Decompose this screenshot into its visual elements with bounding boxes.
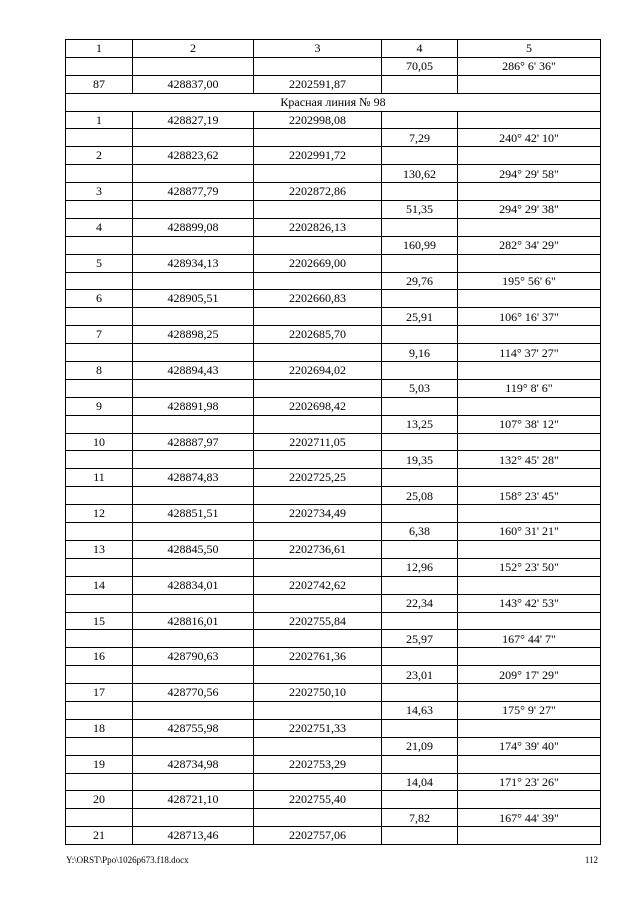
table-row — [66, 183, 601, 201]
table-cell-col2 — [133, 379, 254, 397]
table-cell-col1: 17 — [66, 684, 133, 702]
table-cell-col3 — [254, 308, 382, 326]
header-cell-2: 2 — [133, 40, 254, 58]
table-row — [66, 254, 601, 272]
table-cell-col3: 2202742,62 — [254, 576, 382, 594]
table-cell-col3: 2202755,84 — [254, 612, 382, 630]
table-cell-col2: 428770,56 — [133, 684, 254, 702]
table-cell-col4: 12,96 — [382, 558, 458, 576]
table-cell-col1 — [66, 773, 133, 791]
table-cell-col5: 152° 23' 50" — [458, 558, 601, 576]
table-row — [66, 433, 601, 451]
header-cell-1: 1 — [66, 40, 133, 58]
table-cell-col1 — [66, 57, 133, 75]
table-row — [66, 218, 601, 236]
table-cell-col4: 130,62 — [382, 165, 458, 183]
table-row — [66, 719, 601, 737]
table-cell-col3: 2202761,36 — [254, 648, 382, 666]
table-row — [66, 308, 601, 326]
table-cell-col5 — [458, 290, 601, 308]
table-cell-col5 — [458, 183, 601, 201]
table-cell-col3: 2202998,08 — [254, 111, 382, 129]
table-cell-col5: 167° 44' 7" — [458, 630, 601, 648]
table-cell-col3 — [254, 558, 382, 576]
table-body — [66, 40, 601, 845]
table-row — [66, 326, 601, 344]
table-cell-col1: 5 — [66, 254, 133, 272]
table-header-row — [66, 40, 601, 58]
table-row — [66, 576, 601, 594]
table-cell-col3 — [254, 666, 382, 684]
table-cell-col4 — [382, 254, 458, 272]
table-cell-col4 — [382, 505, 458, 523]
table-cell-col5 — [458, 755, 601, 773]
table-cell-col2: 428834,01 — [133, 576, 254, 594]
table-cell-col1: 12 — [66, 505, 133, 523]
table-cell-col4 — [382, 755, 458, 773]
table-row — [66, 362, 601, 380]
table-cell-col2: 428827,19 — [133, 111, 254, 129]
table-row — [66, 57, 601, 75]
table-cell-col3 — [254, 737, 382, 755]
header-cell-5: 5 — [458, 40, 601, 58]
table-cell-col5 — [458, 111, 601, 129]
table-cell-col1 — [66, 201, 133, 219]
table-cell-col2: 428898,25 — [133, 326, 254, 344]
table-cell-col3 — [254, 523, 382, 541]
table-row — [66, 344, 601, 362]
table-cell-col3: 2202826,13 — [254, 218, 382, 236]
table-cell-col4: 14,04 — [382, 773, 458, 791]
table-cell-col5: 286° 6' 36" — [458, 57, 601, 75]
table-cell-col1 — [66, 737, 133, 755]
table-cell-col3: 2202872,86 — [254, 183, 382, 201]
table-cell-col3: 2202751,33 — [254, 719, 382, 737]
table-cell-col5: 209° 17' 29" — [458, 666, 601, 684]
table-cell-col1 — [66, 558, 133, 576]
table-cell-col5: 107° 38' 12" — [458, 415, 601, 433]
table-cell-col1 — [66, 451, 133, 469]
table-cell-col3: 2202755,40 — [254, 791, 382, 809]
table-cell-col4: 25,97 — [382, 630, 458, 648]
table-row — [66, 701, 601, 719]
table-cell-col4 — [382, 719, 458, 737]
table-row — [66, 165, 601, 183]
table-cell-col3: 2202669,00 — [254, 254, 382, 272]
table-cell-col2 — [133, 630, 254, 648]
table-cell-col4: 13,25 — [382, 415, 458, 433]
table-cell-col4 — [382, 612, 458, 630]
table-cell-col5: 294° 29' 58" — [458, 165, 601, 183]
table-cell-col5 — [458, 254, 601, 272]
table-cell-col4 — [382, 648, 458, 666]
table-cell-col3 — [254, 379, 382, 397]
table-row — [66, 111, 601, 129]
table-cell-col2 — [133, 558, 254, 576]
table-cell-col1 — [66, 308, 133, 326]
table-cell-col1: 20 — [66, 791, 133, 809]
table-cell-col2: 428823,62 — [133, 147, 254, 165]
table-cell-col1 — [66, 594, 133, 612]
table-cell-col4 — [382, 111, 458, 129]
table-row — [66, 594, 601, 612]
table-cell-col2 — [133, 666, 254, 684]
table-cell-col2: 428713,46 — [133, 827, 254, 845]
table-row — [66, 684, 601, 702]
table-cell-col3: 2202750,10 — [254, 684, 382, 702]
table-row — [66, 236, 601, 254]
table-cell-col2 — [133, 129, 254, 147]
table-cell-col2 — [133, 773, 254, 791]
table-cell-col4 — [382, 147, 458, 165]
table-cell-col4 — [382, 576, 458, 594]
table-cell-col2 — [133, 57, 254, 75]
table-row — [66, 791, 601, 809]
table-cell-col1: 21 — [66, 827, 133, 845]
table-cell-col3 — [254, 272, 382, 290]
table-row — [66, 809, 601, 827]
table-cell-col5 — [458, 648, 601, 666]
section-title: Красная линия № 98 — [66, 93, 601, 111]
table-cell-col2: 428899,08 — [133, 218, 254, 236]
table-cell-col1: 6 — [66, 290, 133, 308]
table-cell-col3 — [254, 701, 382, 719]
table-cell-col5 — [458, 397, 601, 415]
table-row — [66, 397, 601, 415]
table-cell-col2 — [133, 201, 254, 219]
table-cell-col3 — [254, 809, 382, 827]
table-cell-col4: 7,29 — [382, 129, 458, 147]
table-cell-col1: 2 — [66, 147, 133, 165]
table-cell-col5: 114° 37' 27" — [458, 344, 601, 362]
table-cell-col4 — [382, 75, 458, 93]
coordinates-table — [65, 39, 601, 845]
table-cell-col2: 428816,01 — [133, 612, 254, 630]
table-cell-col3 — [254, 451, 382, 469]
header-cell-4: 4 — [382, 40, 458, 58]
table-row — [66, 201, 601, 219]
table-row — [66, 755, 601, 773]
table-cell-col5 — [458, 469, 601, 487]
table-cell-col5 — [458, 218, 601, 236]
table-row — [66, 540, 601, 558]
table-cell-col5: 106° 16' 37" — [458, 308, 601, 326]
table-cell-col4: 160,99 — [382, 236, 458, 254]
footer-file-path: Y:\ORST\Ppo\1026p673.f18.docx — [66, 855, 189, 865]
table-cell-col1: 9 — [66, 397, 133, 415]
table-cell-col4: 25,08 — [382, 487, 458, 505]
table-cell-col4 — [382, 540, 458, 558]
table-cell-col2 — [133, 737, 254, 755]
table-cell-col5: 119° 8' 6" — [458, 379, 601, 397]
table-cell-col2: 428734,98 — [133, 755, 254, 773]
table-cell-col3: 2202991,72 — [254, 147, 382, 165]
table-cell-col2: 428877,79 — [133, 183, 254, 201]
table-row — [66, 469, 601, 487]
table-cell-col3 — [254, 415, 382, 433]
table-cell-col4: 25,91 — [382, 308, 458, 326]
table-cell-col4 — [382, 469, 458, 487]
table-cell-col5: 132° 45' 28" — [458, 451, 601, 469]
table-cell-col3: 2202736,61 — [254, 540, 382, 558]
table-cell-col2 — [133, 272, 254, 290]
table-cell-col1: 11 — [66, 469, 133, 487]
table-cell-col1: 4 — [66, 218, 133, 236]
table-cell-col3: 2202660,83 — [254, 290, 382, 308]
table-row — [66, 415, 601, 433]
table-cell-col5: 240° 42' 10" — [458, 129, 601, 147]
table-cell-col1: 15 — [66, 612, 133, 630]
table-cell-col1: 87 — [66, 75, 133, 93]
table-cell-col1 — [66, 487, 133, 505]
table-row — [66, 451, 601, 469]
table-cell-col2: 428887,97 — [133, 433, 254, 451]
table-cell-col1: 3 — [66, 183, 133, 201]
table-cell-col5 — [458, 719, 601, 737]
table-cell-col5: 167° 44' 39" — [458, 809, 601, 827]
table-cell-col2 — [133, 701, 254, 719]
table-cell-col5 — [458, 791, 601, 809]
table-row — [66, 666, 601, 684]
table-cell-col4: 70,05 — [382, 57, 458, 75]
table-cell-col5: 195° 56' 6" — [458, 272, 601, 290]
table-cell-col2: 428845,50 — [133, 540, 254, 558]
table-cell-col3: 2202694,02 — [254, 362, 382, 380]
table-cell-col1: 8 — [66, 362, 133, 380]
table-row — [66, 773, 601, 791]
table-cell-col1: 13 — [66, 540, 133, 558]
table-cell-col4: 19,35 — [382, 451, 458, 469]
table-cell-col4 — [382, 791, 458, 809]
table-cell-col1: 16 — [66, 648, 133, 666]
table-cell-col5: 143° 42' 53" — [458, 594, 601, 612]
table-cell-col3: 2202685,70 — [254, 326, 382, 344]
table-row — [66, 75, 601, 93]
table-cell-col5 — [458, 612, 601, 630]
table-cell-col3 — [254, 165, 382, 183]
table-cell-col4: 5,03 — [382, 379, 458, 397]
table-row — [66, 558, 601, 576]
table-cell-col2 — [133, 165, 254, 183]
table-row — [66, 290, 601, 308]
table-cell-col2: 428790,63 — [133, 648, 254, 666]
table-cell-col3: 2202725,25 — [254, 469, 382, 487]
table-cell-col4 — [382, 290, 458, 308]
table-row — [66, 487, 601, 505]
table-cell-col5: 171° 23' 26" — [458, 773, 601, 791]
table-cell-col2 — [133, 344, 254, 362]
table-cell-col2: 428934,13 — [133, 254, 254, 272]
table-cell-col5 — [458, 433, 601, 451]
table-cell-col4: 22,34 — [382, 594, 458, 612]
table-cell-col5 — [458, 540, 601, 558]
table-row — [66, 737, 601, 755]
table-cell-col2: 428891,98 — [133, 397, 254, 415]
table-cell-col1 — [66, 129, 133, 147]
table-cell-col2: 428721,10 — [133, 791, 254, 809]
table-row — [66, 379, 601, 397]
table-cell-col3: 2202698,42 — [254, 397, 382, 415]
table-cell-col2 — [133, 594, 254, 612]
table-cell-col1 — [66, 666, 133, 684]
table-cell-col1: 10 — [66, 433, 133, 451]
table-cell-col1 — [66, 523, 133, 541]
table-cell-col3 — [254, 630, 382, 648]
table-cell-col1 — [66, 344, 133, 362]
table-cell-col1: 18 — [66, 719, 133, 737]
table-cell-col4 — [382, 362, 458, 380]
table-cell-col2: 428894,43 — [133, 362, 254, 380]
table-cell-col5 — [458, 827, 601, 845]
table-cell-col4 — [382, 827, 458, 845]
table-cell-col1: 19 — [66, 755, 133, 773]
table-cell-col5 — [458, 505, 601, 523]
table-cell-col5: 175° 9' 27" — [458, 701, 601, 719]
table-cell-col3: 2202711,05 — [254, 433, 382, 451]
table-row — [66, 827, 601, 845]
table-cell-col3 — [254, 129, 382, 147]
table-cell-col5 — [458, 147, 601, 165]
table-cell-col1 — [66, 379, 133, 397]
table-cell-col3 — [254, 594, 382, 612]
table-cell-col2: 428874,83 — [133, 469, 254, 487]
table-cell-col2: 428837,00 — [133, 75, 254, 93]
table-cell-col3: 2202753,29 — [254, 755, 382, 773]
table-cell-col2 — [133, 236, 254, 254]
table-cell-col4 — [382, 183, 458, 201]
table-cell-col5 — [458, 326, 601, 344]
table-cell-col3: 2202591,87 — [254, 75, 382, 93]
table-cell-col2: 428851,51 — [133, 505, 254, 523]
table-cell-col4: 6,38 — [382, 523, 458, 541]
table-row — [66, 272, 601, 290]
table-row — [66, 505, 601, 523]
table-row — [66, 129, 601, 147]
table-cell-col4: 9,16 — [382, 344, 458, 362]
table-cell-col2 — [133, 308, 254, 326]
table-cell-col5: 158° 23' 45" — [458, 487, 601, 505]
table-cell-col5 — [458, 684, 601, 702]
table-cell-col2: 428755,98 — [133, 719, 254, 737]
table-cell-col2 — [133, 523, 254, 541]
table-cell-col2 — [133, 415, 254, 433]
table-cell-col4 — [382, 326, 458, 344]
table-cell-col1 — [66, 236, 133, 254]
table-row — [66, 630, 601, 648]
table-cell-col3 — [254, 57, 382, 75]
table-cell-col2: 428905,51 — [133, 290, 254, 308]
table-cell-col3 — [254, 773, 382, 791]
table-cell-col5: 294° 29' 38" — [458, 201, 601, 219]
table-cell-col3 — [254, 201, 382, 219]
table-cell-col2 — [133, 487, 254, 505]
table-cell-col5: 282° 34' 29" — [458, 236, 601, 254]
table-cell-col5: 160° 31' 21" — [458, 523, 601, 541]
table-row — [66, 523, 601, 541]
table-cell-col5 — [458, 576, 601, 594]
table-cell-col4 — [382, 218, 458, 236]
table-cell-col4: 14,63 — [382, 701, 458, 719]
table-cell-col1 — [66, 701, 133, 719]
table-cell-col5 — [458, 362, 601, 380]
table-cell-col4: 51,35 — [382, 201, 458, 219]
table-row — [66, 147, 601, 165]
table-cell-col3 — [254, 487, 382, 505]
table-cell-col4: 7,82 — [382, 809, 458, 827]
table-cell-col4: 21,09 — [382, 737, 458, 755]
table-cell-col5 — [458, 75, 601, 93]
table-cell-col1 — [66, 415, 133, 433]
table-cell-col2 — [133, 809, 254, 827]
table-row — [66, 648, 601, 666]
header-cell-3: 3 — [254, 40, 382, 58]
table-cell-col4 — [382, 397, 458, 415]
page-number: 112 — [584, 855, 598, 865]
table-cell-col2 — [133, 451, 254, 469]
table-row — [66, 612, 601, 630]
table-cell-col1 — [66, 272, 133, 290]
table-cell-col1 — [66, 630, 133, 648]
table-cell-col3: 2202734,49 — [254, 505, 382, 523]
table-cell-col1 — [66, 809, 133, 827]
table-cell-col3: 2202757,06 — [254, 827, 382, 845]
table-cell-col4: 29,76 — [382, 272, 458, 290]
table-cell-col3 — [254, 344, 382, 362]
table-cell-col4: 23,01 — [382, 666, 458, 684]
table-cell-col3 — [254, 236, 382, 254]
table-cell-col1: 14 — [66, 576, 133, 594]
table-cell-col1 — [66, 165, 133, 183]
table-cell-col1: 7 — [66, 326, 133, 344]
table-cell-col4 — [382, 433, 458, 451]
section-title-row — [66, 93, 601, 111]
table-cell-col5: 174° 39' 40" — [458, 737, 601, 755]
table-cell-col4 — [382, 684, 458, 702]
table-cell-col1: 1 — [66, 111, 133, 129]
